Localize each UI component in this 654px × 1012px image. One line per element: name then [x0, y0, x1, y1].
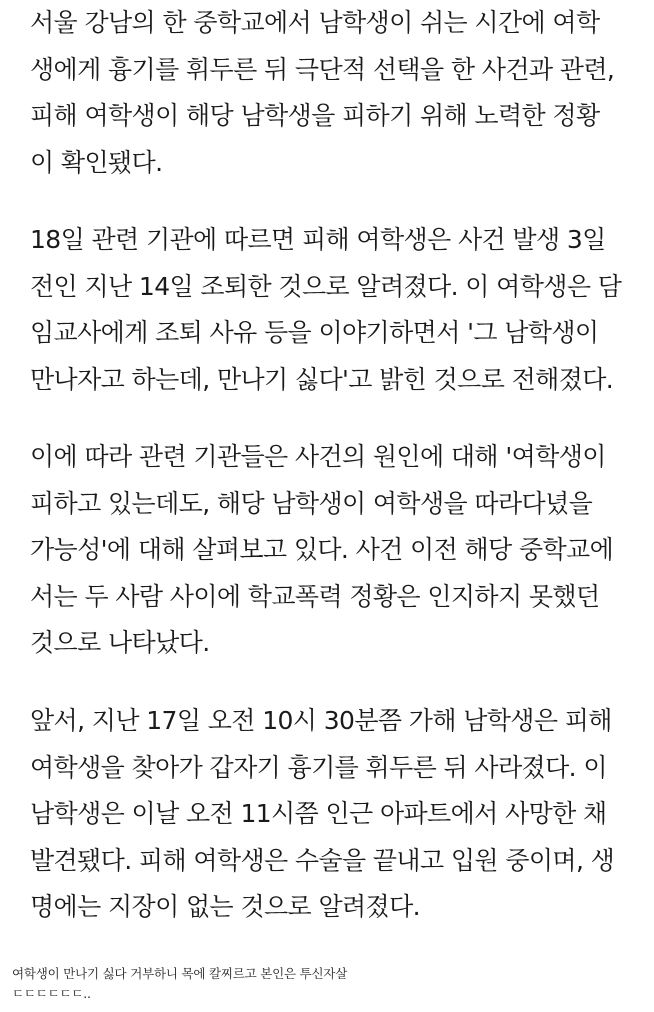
- paragraph-line: 앞서, 지난 17일 오전 10시 30분쯤 가해 남학생은 피해: [30, 706, 612, 735]
- comment-line: 여학생이 만나기 싫다 거부하니 목에 칼찌르고 본인은 투신자살: [12, 966, 348, 981]
- paragraph-line: 명에는 지장이 없는 것으로 알려졌다.: [30, 892, 420, 921]
- paragraph-line: 발견됐다. 피해 여학생은 수술을 끝내고 입원 중이며, 생: [30, 845, 615, 875]
- paragraph-line: 전인 지난 14일 조퇴한 것으로 알려졌다. 이 여학생은 담: [30, 271, 622, 301]
- paragraph-line: 이에 따라 관련 기관들은 사건의 원인에 대해 '여학생이: [30, 442, 606, 471]
- paragraph-2: [30, 217, 621, 403]
- paragraph-line: 여학생을 찾아가 갑자기 흉기를 휘두른 뒤 사라졌다. 이: [30, 752, 607, 782]
- paragraph-4: [30, 698, 614, 931]
- paragraph-line: 서울 강남의 한 중학교에서 남학생이 쉬는 시간에 여학: [30, 8, 600, 37]
- paragraph-line: 이 확인됐다.: [30, 147, 163, 177]
- paragraph-line: 임교사에게 조퇴 사유 등을 이야기하면서 '그 남학생이: [30, 318, 599, 347]
- paragraph-line: 남학생은 이날 오전 11시쯤 인근 아파트에서 사망한 채: [30, 799, 607, 828]
- paragraph-line: 생에게 흉기를 휘두른 뒤 극단적 선택을 한 사건과 관련,: [30, 54, 615, 84]
- paragraph-line: 것으로 나타났다.: [30, 628, 210, 657]
- paragraph-3: [30, 434, 613, 667]
- paragraph-1: [30, 0, 614, 186]
- paragraph-line: 가능성'에 대해 살펴보고 있다. 사건 이전 해당 중학교에: [30, 535, 614, 564]
- comment-line: ㄷㄷㄷㄷㄷㄷ..: [12, 986, 91, 1001]
- paragraph-line: 만나자고 하는데, 만나기 싫다'고 밝힌 것으로 전해졌다.: [30, 364, 614, 394]
- paragraph-line: 18일 관련 기관에 따르면 피해 여학생은 사건 발생 3일: [30, 225, 606, 254]
- paragraph-line: 피하고 있는데도, 해당 남학생이 여학생을 따라다녔을: [30, 488, 593, 518]
- paragraph-line: 서는 두 사람 사이에 학교폭력 정황은 인지하지 못했던: [30, 581, 600, 611]
- paragraph-line: 피해 여학생이 해당 남학생을 피하기 위해 노력한 정황: [30, 101, 600, 130]
- user-comment: [12, 964, 642, 1004]
